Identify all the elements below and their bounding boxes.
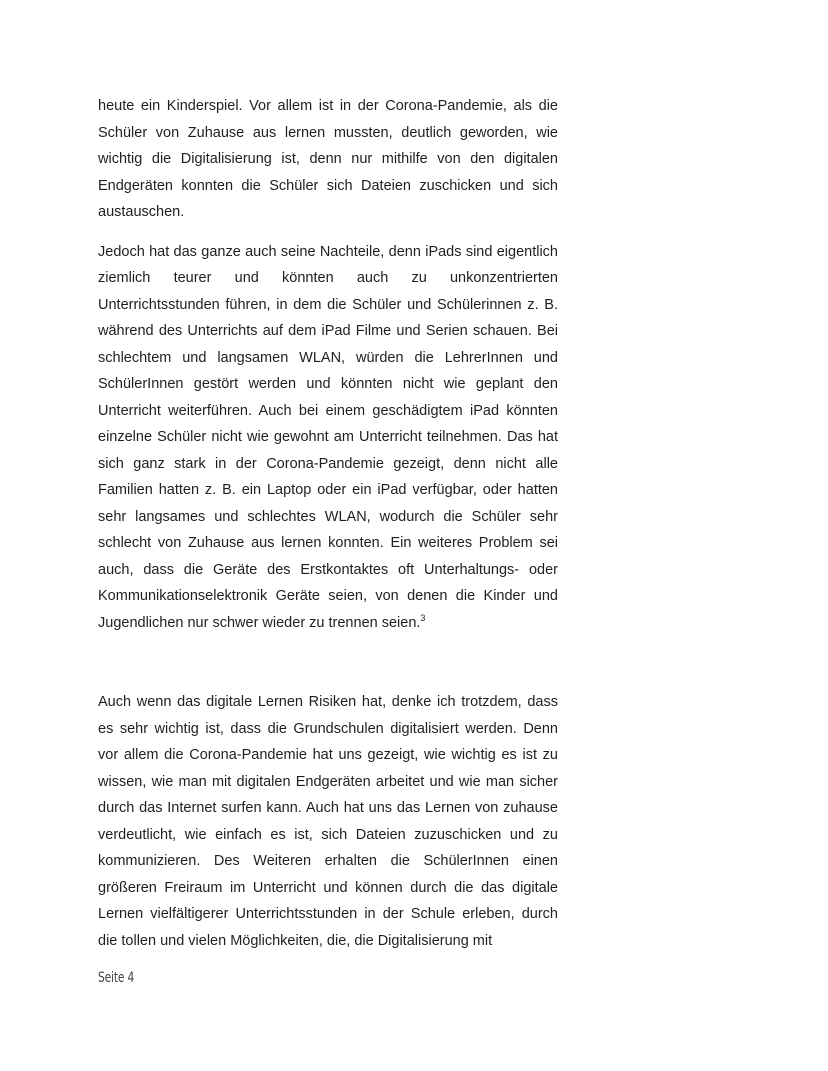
- footnote-marker[interactable]: 3: [420, 612, 426, 623]
- paragraph-digitalisierung-vorteile: [98, 93, 558, 226]
- document-body: [98, 93, 558, 954]
- paragraph-text: Auch wenn das digitale Lernen Risiken hat, denke ich trotzdem, dass es sehr wichtig ist, dass die Grundschulen digitalisiert werden. Denn vor allem die Corona-Pandemie hat uns gezeigt, wie wichtig es ist zu wissen, wie man mit digitalen Endgeräten arbeitet und wie man sicher durch das Internet surfen kann. Auch hat uns das Lernen von zuhause verdeutlicht, wie einfach es ist, sich Dateien zuzuschicken und zu kommunizieren. Des Weiteren erhalten die SchülerInnen einen größeren Freiraum im Unterricht und können durch die das digitale Lernen vielfältigerer Unterrichtsstunden in der Schule erleben, durch die tollen und vielen Möglichkeiten, die, die Digitalisierung mit: [98, 694, 558, 949]
- page-number: Seite 4: [98, 970, 135, 986]
- paragraph-text: Jedoch hat das ganze auch seine Nachteile, denn iPads sind eigentlich ziemlich teurer und könnten auch zu unkonzentrierten Unterrichtsstunden führen, in dem die Schüler und Schülerinnen z. B. während des Unterrichts auf dem iPad Filme und Serien schauen. Bei schlechtem und langsamen WLAN, würden die LehrerInnen und SchülerInnen gestört werden und könnten nicht wie geplant den Unterricht weiterführen. Auch bei einem geschädigtem iPad könnten einzelne Schüler nicht wie gewohnt am Unterricht teilnehmen. Das hat sich ganz stark in der Corona-Pandemie gezeigt, denn nicht alle Familien hatten z. B. ein Laptop oder ein iPad verfügbar, oder hatten sehr langsames und schlechtes WLAN, wodurch die Schüler sehr schlecht von Zuhause aus lernen konnten. Ein weiteres Problem sei auch, dass die Geräte des Erstkontaktes oft Unterhaltungs- oder Kommunikationselektronik Geräte seien, von denen die Kinder und Jugendlichen nur schwer wieder zu trennen seien.: [98, 243, 558, 631]
- paragraph-fazit: [98, 689, 558, 954]
- paragraph-nachteile: [98, 239, 558, 637]
- paragraph-text: heute ein Kinderspiel. Vor allem ist in der Corona-Pandemie, als die Schüler von Zuhause aus lernen mussten, deutlich geworden, wie wichtig die Digitalisierung ist, denn nur mithilfe von den digitalen Endgeräten konnten die Schüler sich Dateien zuschicken und sich austauschen.: [98, 98, 558, 220]
